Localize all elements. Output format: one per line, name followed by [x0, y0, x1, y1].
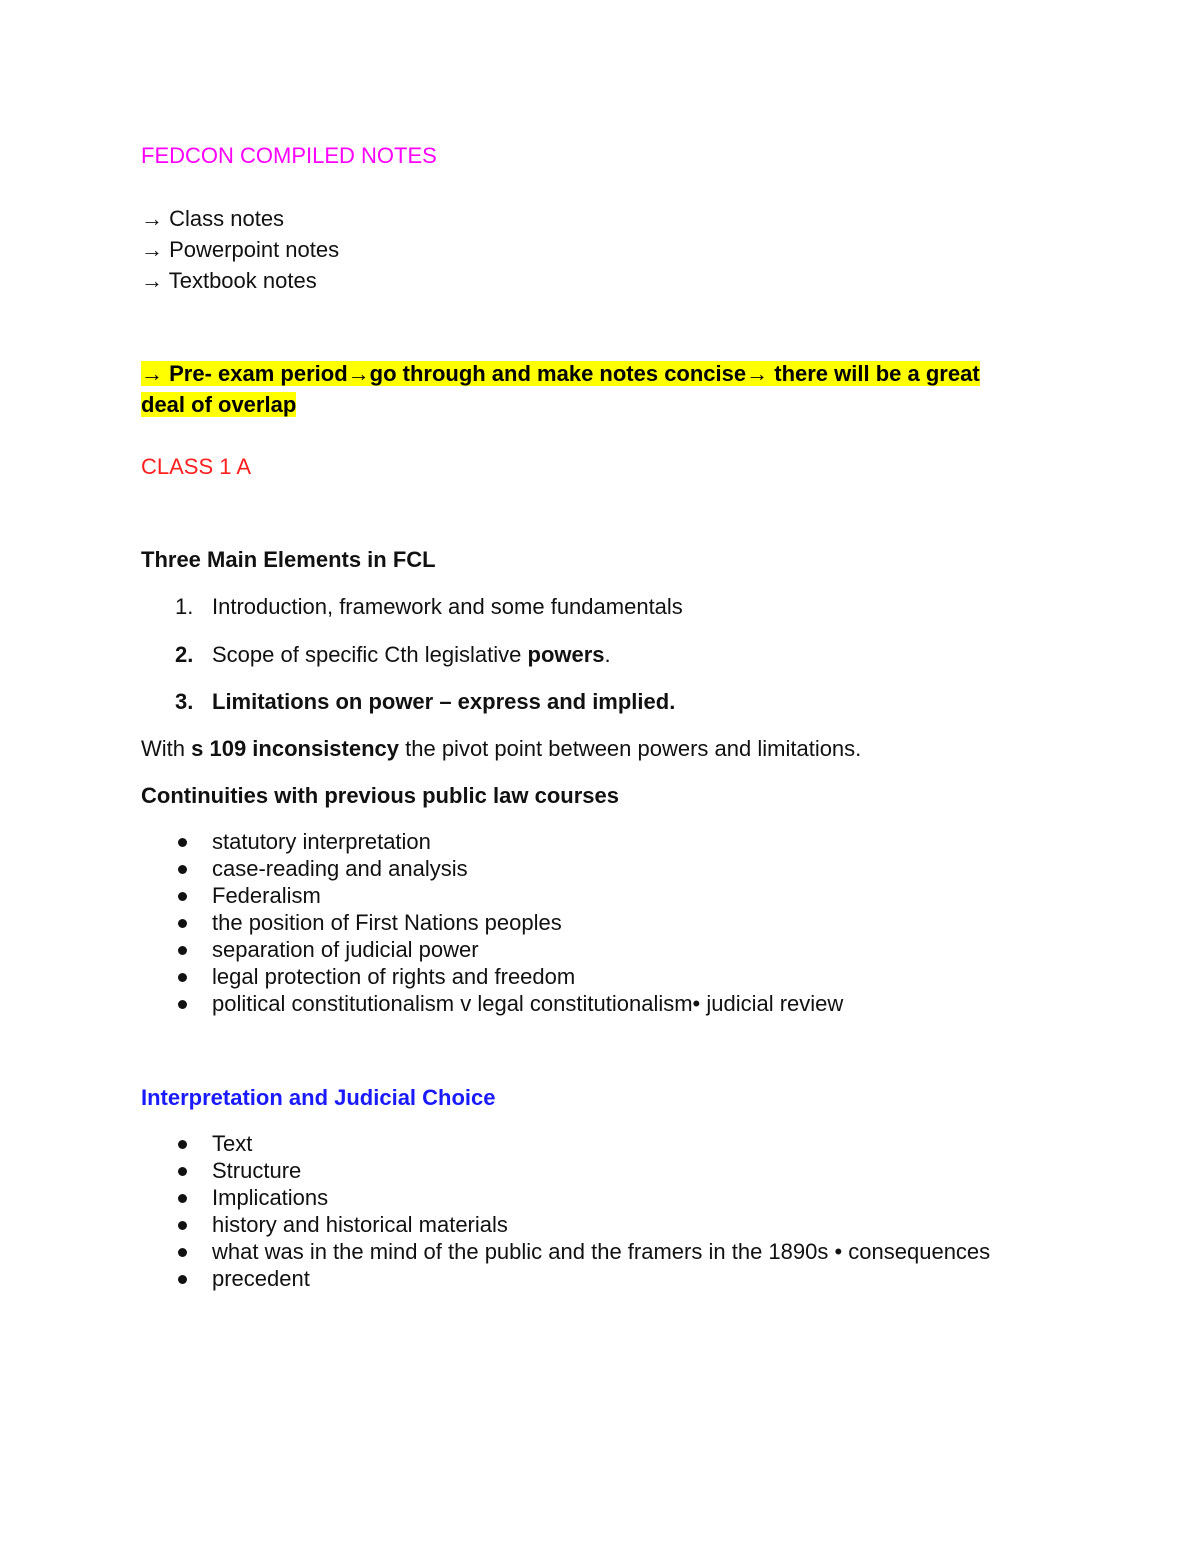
elements-list — [141, 591, 1141, 731]
list-item — [141, 1130, 1141, 1157]
highlight-line: → Pre- exam period→go through and make notes concise→ there will be a great — [141, 361, 980, 386]
highlight-note — [141, 358, 980, 420]
list-item — [141, 1211, 1141, 1238]
list-text: Text — [212, 1131, 253, 1156]
list-text: legal protection of rights and freedom — [212, 964, 576, 989]
bullet-icon — [178, 838, 187, 847]
list-text: Limitations on power – express and implied. — [212, 689, 676, 714]
list-text: history and historical materials — [212, 1212, 508, 1237]
list-text: what was in the mind of the public and the framers in the 1890s • consequences — [212, 1239, 991, 1264]
list-text: Implications — [212, 1185, 329, 1210]
class-heading: CLASS 1 A — [141, 454, 252, 479]
list-text: case-reading and analysis — [212, 856, 468, 881]
bullet-icon — [178, 1140, 187, 1149]
list-number: 3. — [175, 689, 194, 714]
list-text — [212, 639, 611, 670]
list-text: Federalism — [212, 883, 321, 908]
list-item — [141, 855, 1141, 882]
source-item: → Class notes — [141, 206, 285, 231]
list-number: 2. — [175, 642, 194, 667]
bullet-icon — [178, 1275, 187, 1284]
bullet-icon — [178, 1221, 187, 1230]
continuities-heading: Continuities with previous public law courses — [141, 783, 619, 808]
bullet-icon — [178, 865, 187, 874]
list-text: Structure — [212, 1158, 302, 1183]
paragraph-bold: s 109 inconsistency — [191, 736, 400, 761]
list-item — [141, 963, 1141, 990]
bullet-icon — [178, 919, 187, 928]
bullet-icon — [178, 1000, 187, 1009]
continuities-list — [141, 828, 1141, 1017]
source-item: → Powerpoint notes — [141, 237, 340, 262]
list-text: the position of First Nations peoples — [212, 910, 562, 935]
list-text: precedent — [212, 1266, 310, 1291]
highlight-line: deal of overlap — [141, 392, 297, 417]
bullet-icon — [178, 973, 187, 982]
list-number: 1. — [175, 594, 194, 619]
bullet-icon — [178, 946, 187, 955]
list-text: Introduction, framework and some fundamentals — [212, 594, 683, 619]
list-item — [141, 1265, 1141, 1292]
source-item: → Textbook notes — [141, 268, 317, 293]
list-item — [141, 882, 1141, 909]
list-item — [141, 1184, 1141, 1211]
list-text: separation of judicial power — [212, 937, 479, 962]
list-item — [141, 936, 1141, 963]
elements-heading: Three Main Elements in FCL — [141, 547, 436, 572]
s109-paragraph — [141, 733, 861, 764]
paragraph-text: the pivot point between powers and limitations. — [399, 736, 862, 761]
paragraph-text: With — [141, 736, 192, 761]
interpretation-list — [141, 1130, 1141, 1292]
bullet-icon — [178, 892, 187, 901]
list-item — [141, 1157, 1141, 1184]
list-item — [141, 828, 1141, 855]
list-text: statutory interpretation — [212, 829, 431, 854]
list-item — [141, 909, 1141, 936]
list-item — [141, 990, 1141, 1017]
bullet-icon — [178, 1194, 187, 1203]
list-text-part: . — [604, 642, 611, 667]
sources-list — [141, 203, 339, 296]
bullet-icon — [178, 1167, 187, 1176]
list-text-part: Scope of specific Cth legislative — [212, 642, 528, 667]
list-text: political constitutionalism v legal constitutionalism• judicial review — [212, 991, 844, 1016]
interpretation-heading: Interpretation and Judicial Choice — [141, 1085, 496, 1110]
document-title: FEDCON COMPILED NOTES — [141, 143, 437, 168]
bullet-icon — [178, 1248, 187, 1257]
list-text-bold: powers — [527, 642, 605, 667]
list-item — [141, 1238, 1141, 1265]
